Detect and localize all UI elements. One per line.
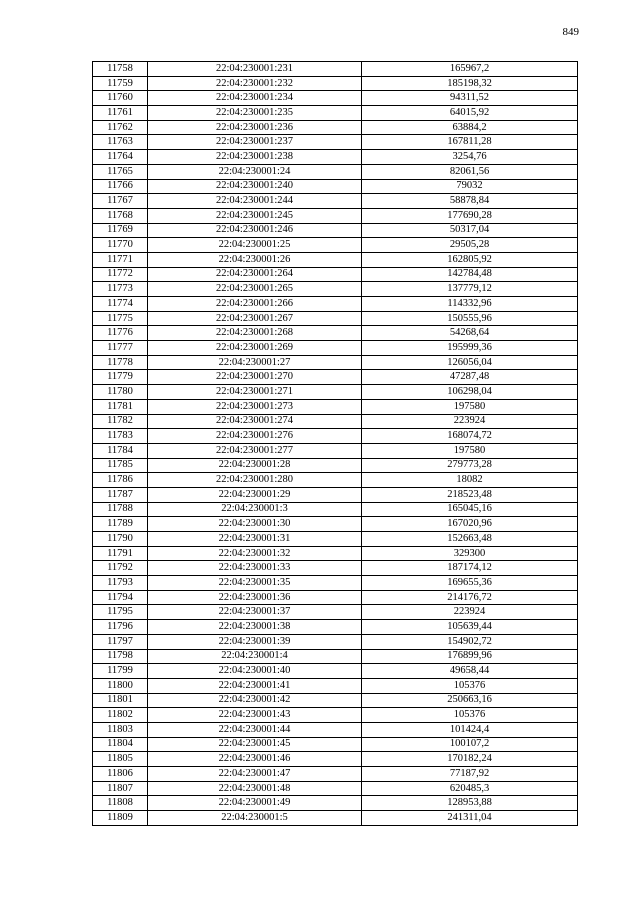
page-number: 849 xyxy=(562,26,579,38)
table-row xyxy=(93,194,578,209)
table-row xyxy=(93,561,578,576)
cadastral-number-cell: 22:04:230001:33 xyxy=(148,561,362,576)
cadastral-number-cell: 22:04:230001:238 xyxy=(148,150,362,165)
cadastral-number-cell: 22:04:230001:29 xyxy=(148,487,362,502)
cadastral-number-cell: 22:04:230001:277 xyxy=(148,443,362,458)
cadastral-number-cell: 22:04:230001:231 xyxy=(148,62,362,77)
cadastral-number-cell: 22:04:230001:40 xyxy=(148,664,362,679)
row-number-cell: 11794 xyxy=(93,590,148,605)
row-number-cell: 11795 xyxy=(93,605,148,620)
table-row xyxy=(93,355,578,370)
cadastral-value-cell: 223924 xyxy=(362,414,578,429)
cadastral-number-cell: 22:04:230001:44 xyxy=(148,722,362,737)
table-row xyxy=(93,62,578,77)
table-row xyxy=(93,252,578,267)
cadastral-number-cell: 22:04:230001:270 xyxy=(148,370,362,385)
row-number-cell: 11800 xyxy=(93,678,148,693)
row-number-cell: 11782 xyxy=(93,414,148,429)
row-number-cell: 11759 xyxy=(93,76,148,91)
cadastral-number-cell: 22:04:230001:37 xyxy=(148,605,362,620)
cadastral-number-cell: 22:04:230001:271 xyxy=(148,385,362,400)
cadastral-number-cell: 22:04:230001:236 xyxy=(148,120,362,135)
cadastral-number-cell: 22:04:230001:25 xyxy=(148,238,362,253)
table-row xyxy=(93,767,578,782)
table-row xyxy=(93,576,578,591)
cadastral-number-cell: 22:04:230001:39 xyxy=(148,634,362,649)
table-row xyxy=(93,282,578,297)
cadastral-number-cell: 22:04:230001:246 xyxy=(148,223,362,238)
cadastral-value-cell: 128953,88 xyxy=(362,796,578,811)
cadastral-number-cell: 22:04:230001:235 xyxy=(148,106,362,121)
row-number-cell: 11758 xyxy=(93,62,148,77)
table-row xyxy=(93,664,578,679)
cadastral-value-cell: 329300 xyxy=(362,546,578,561)
table-row xyxy=(93,326,578,341)
row-number-cell: 11792 xyxy=(93,561,148,576)
cadastral-value-cell: 142784,48 xyxy=(362,267,578,282)
table-row xyxy=(93,106,578,121)
cadastral-number-cell: 22:04:230001:265 xyxy=(148,282,362,297)
row-number-cell: 11803 xyxy=(93,722,148,737)
cadastral-value-cell: 169655,36 xyxy=(362,576,578,591)
cadastral-value-cell: 106298,04 xyxy=(362,385,578,400)
cadastral-value-cell: 54268,64 xyxy=(362,326,578,341)
row-number-cell: 11805 xyxy=(93,752,148,767)
row-number-cell: 11798 xyxy=(93,649,148,664)
cadastral-number-cell: 22:04:230001:41 xyxy=(148,678,362,693)
row-number-cell: 11793 xyxy=(93,576,148,591)
table-row xyxy=(93,120,578,135)
cadastral-value-cell: 126056,04 xyxy=(362,355,578,370)
row-number-cell: 11784 xyxy=(93,443,148,458)
row-number-cell: 11780 xyxy=(93,385,148,400)
table-row xyxy=(93,649,578,664)
cadastral-number-cell: 22:04:230001:38 xyxy=(148,620,362,635)
table-row xyxy=(93,634,578,649)
cadastral-number-cell: 22:04:230001:269 xyxy=(148,341,362,356)
cadastral-value-cell: 162805,92 xyxy=(362,252,578,267)
cadastral-number-cell: 22:04:230001:35 xyxy=(148,576,362,591)
table-row xyxy=(93,311,578,326)
cadastral-value-cell: 94311,52 xyxy=(362,91,578,106)
row-number-cell: 11804 xyxy=(93,737,148,752)
cadastral-number-cell: 22:04:230001:46 xyxy=(148,752,362,767)
cadastral-value-cell: 77187,92 xyxy=(362,767,578,782)
cadastral-number-cell: 22:04:230001:28 xyxy=(148,458,362,473)
cadastral-number-cell: 22:04:230001:3 xyxy=(148,502,362,517)
table-row xyxy=(93,458,578,473)
cadastral-value-cell: 187174,12 xyxy=(362,561,578,576)
row-number-cell: 11771 xyxy=(93,252,148,267)
cadastral-value-cell: 620485,3 xyxy=(362,781,578,796)
cadastral-number-cell: 22:04:230001:47 xyxy=(148,767,362,782)
row-number-cell: 11768 xyxy=(93,208,148,223)
table-row xyxy=(93,164,578,179)
cadastral-value-cell: 177690,28 xyxy=(362,208,578,223)
row-number-cell: 11789 xyxy=(93,517,148,532)
cadastral-number-cell: 22:04:230001:4 xyxy=(148,649,362,664)
cadastral-value-cell: 63884,2 xyxy=(362,120,578,135)
cadastral-value-cell: 197580 xyxy=(362,399,578,414)
row-number-cell: 11777 xyxy=(93,341,148,356)
cadastral-number-cell: 22:04:230001:264 xyxy=(148,267,362,282)
row-number-cell: 11786 xyxy=(93,473,148,488)
cadastral-value-cell: 195999,36 xyxy=(362,341,578,356)
cadastral-value-cell: 18082 xyxy=(362,473,578,488)
cadastral-value-cell: 218523,48 xyxy=(362,487,578,502)
table-row xyxy=(93,267,578,282)
table-row xyxy=(93,620,578,635)
cadastral-value-cell: 223924 xyxy=(362,605,578,620)
cadastral-number-cell: 22:04:230001:31 xyxy=(148,532,362,547)
cadastral-number-cell: 22:04:230001:244 xyxy=(148,194,362,209)
cadastral-value-cell: 165045,16 xyxy=(362,502,578,517)
cadastral-number-cell: 22:04:230001:45 xyxy=(148,737,362,752)
row-number-cell: 11790 xyxy=(93,532,148,547)
cadastral-value-cell: 152663,48 xyxy=(362,532,578,547)
cadastral-number-cell: 22:04:230001:32 xyxy=(148,546,362,561)
cadastral-value-cell: 114332,96 xyxy=(362,297,578,312)
row-number-cell: 11801 xyxy=(93,693,148,708)
cadastral-value-table xyxy=(92,61,578,826)
cadastral-number-cell: 22:04:230001:245 xyxy=(148,208,362,223)
cadastral-number-cell: 22:04:230001:49 xyxy=(148,796,362,811)
row-number-cell: 11808 xyxy=(93,796,148,811)
table-row xyxy=(93,76,578,91)
cadastral-value-cell: 250663,16 xyxy=(362,693,578,708)
cadastral-number-cell: 22:04:230001:280 xyxy=(148,473,362,488)
cadastral-number-cell: 22:04:230001:234 xyxy=(148,91,362,106)
cadastral-number-cell: 22:04:230001:237 xyxy=(148,135,362,150)
cadastral-number-cell: 22:04:230001:268 xyxy=(148,326,362,341)
row-number-cell: 11778 xyxy=(93,355,148,370)
cadastral-value-cell: 50317,04 xyxy=(362,223,578,238)
table-row xyxy=(93,429,578,444)
table-row xyxy=(93,796,578,811)
cadastral-value-cell: 58878,84 xyxy=(362,194,578,209)
cadastral-value-cell: 170182,24 xyxy=(362,752,578,767)
row-number-cell: 11788 xyxy=(93,502,148,517)
table-row xyxy=(93,708,578,723)
cadastral-number-cell: 22:04:230001:232 xyxy=(148,76,362,91)
table-row xyxy=(93,737,578,752)
cadastral-value-cell: 165967,2 xyxy=(362,62,578,77)
table-row xyxy=(93,135,578,150)
row-number-cell: 11766 xyxy=(93,179,148,194)
table-row xyxy=(93,385,578,400)
table-row xyxy=(93,208,578,223)
row-number-cell: 11776 xyxy=(93,326,148,341)
table-row xyxy=(93,590,578,605)
row-number-cell: 11807 xyxy=(93,781,148,796)
table-row xyxy=(93,473,578,488)
row-number-cell: 11779 xyxy=(93,370,148,385)
cadastral-value-cell: 100107,2 xyxy=(362,737,578,752)
cadastral-value-cell: 241311,04 xyxy=(362,811,578,826)
cadastral-number-cell: 22:04:230001:276 xyxy=(148,429,362,444)
cadastral-number-cell: 22:04:230001:273 xyxy=(148,399,362,414)
row-number-cell: 11781 xyxy=(93,399,148,414)
table-row xyxy=(93,532,578,547)
row-number-cell: 11797 xyxy=(93,634,148,649)
table-row xyxy=(93,781,578,796)
row-number-cell: 11774 xyxy=(93,297,148,312)
row-number-cell: 11806 xyxy=(93,767,148,782)
row-number-cell: 11770 xyxy=(93,238,148,253)
cadastral-value-cell: 49658,44 xyxy=(362,664,578,679)
row-number-cell: 11767 xyxy=(93,194,148,209)
cadastral-value-cell: 279773,28 xyxy=(362,458,578,473)
cadastral-value-cell: 64015,92 xyxy=(362,106,578,121)
cadastral-value-cell: 137779,12 xyxy=(362,282,578,297)
cadastral-value-cell: 150555,96 xyxy=(362,311,578,326)
cadastral-value-cell: 214176,72 xyxy=(362,590,578,605)
table-row xyxy=(93,546,578,561)
table-row xyxy=(93,238,578,253)
table-row xyxy=(93,414,578,429)
cadastral-number-cell: 22:04:230001:240 xyxy=(148,179,362,194)
row-number-cell: 11765 xyxy=(93,164,148,179)
table-row xyxy=(93,487,578,502)
cadastral-value-cell: 105376 xyxy=(362,708,578,723)
cadastral-value-cell: 3254,76 xyxy=(362,150,578,165)
row-number-cell: 11769 xyxy=(93,223,148,238)
row-number-cell: 11785 xyxy=(93,458,148,473)
cadastral-number-cell: 22:04:230001:42 xyxy=(148,693,362,708)
table-row xyxy=(93,678,578,693)
cadastral-number-cell: 22:04:230001:24 xyxy=(148,164,362,179)
row-number-cell: 11760 xyxy=(93,91,148,106)
cadastral-number-cell: 22:04:230001:274 xyxy=(148,414,362,429)
cadastral-value-cell: 176899,96 xyxy=(362,649,578,664)
table-row xyxy=(93,297,578,312)
cadastral-value-cell: 168074,72 xyxy=(362,429,578,444)
row-number-cell: 11763 xyxy=(93,135,148,150)
cadastral-number-cell: 22:04:230001:5 xyxy=(148,811,362,826)
cadastral-value-cell: 47287,48 xyxy=(362,370,578,385)
cadastral-number-cell: 22:04:230001:266 xyxy=(148,297,362,312)
row-number-cell: 11775 xyxy=(93,311,148,326)
row-number-cell: 11761 xyxy=(93,106,148,121)
cadastral-value-cell: 105376 xyxy=(362,678,578,693)
cadastral-number-cell: 22:04:230001:48 xyxy=(148,781,362,796)
cadastral-value-cell: 154902,72 xyxy=(362,634,578,649)
table-row xyxy=(93,811,578,826)
row-number-cell: 11809 xyxy=(93,811,148,826)
row-number-cell: 11764 xyxy=(93,150,148,165)
table-row xyxy=(93,341,578,356)
cadastral-value-cell: 29505,28 xyxy=(362,238,578,253)
row-number-cell: 11787 xyxy=(93,487,148,502)
cadastral-value-cell: 82061,56 xyxy=(362,164,578,179)
table-row xyxy=(93,605,578,620)
cadastral-value-cell: 101424,4 xyxy=(362,722,578,737)
cadastral-value-cell: 167020,96 xyxy=(362,517,578,532)
table-row xyxy=(93,370,578,385)
row-number-cell: 11772 xyxy=(93,267,148,282)
row-number-cell: 11762 xyxy=(93,120,148,135)
table-row xyxy=(93,693,578,708)
table-row xyxy=(93,150,578,165)
row-number-cell: 11783 xyxy=(93,429,148,444)
cadastral-value-cell: 79032 xyxy=(362,179,578,194)
table-row xyxy=(93,443,578,458)
table-row xyxy=(93,502,578,517)
table-row xyxy=(93,517,578,532)
cadastral-value-cell: 167811,28 xyxy=(362,135,578,150)
row-number-cell: 11791 xyxy=(93,546,148,561)
row-number-cell: 11773 xyxy=(93,282,148,297)
table-row xyxy=(93,399,578,414)
table-body xyxy=(93,62,578,826)
table-row xyxy=(93,223,578,238)
cadastral-value-cell: 197580 xyxy=(362,443,578,458)
row-number-cell: 11799 xyxy=(93,664,148,679)
cadastral-number-cell: 22:04:230001:43 xyxy=(148,708,362,723)
cadastral-number-cell: 22:04:230001:36 xyxy=(148,590,362,605)
table-row xyxy=(93,91,578,106)
cadastral-value-cell: 185198,32 xyxy=(362,76,578,91)
cadastral-number-cell: 22:04:230001:267 xyxy=(148,311,362,326)
cadastral-number-cell: 22:04:230001:27 xyxy=(148,355,362,370)
row-number-cell: 11796 xyxy=(93,620,148,635)
row-number-cell: 11802 xyxy=(93,708,148,723)
cadastral-value-cell: 105639,44 xyxy=(362,620,578,635)
table-row xyxy=(93,179,578,194)
cadastral-number-cell: 22:04:230001:30 xyxy=(148,517,362,532)
table-row xyxy=(93,722,578,737)
table-row xyxy=(93,752,578,767)
cadastral-number-cell: 22:04:230001:26 xyxy=(148,252,362,267)
